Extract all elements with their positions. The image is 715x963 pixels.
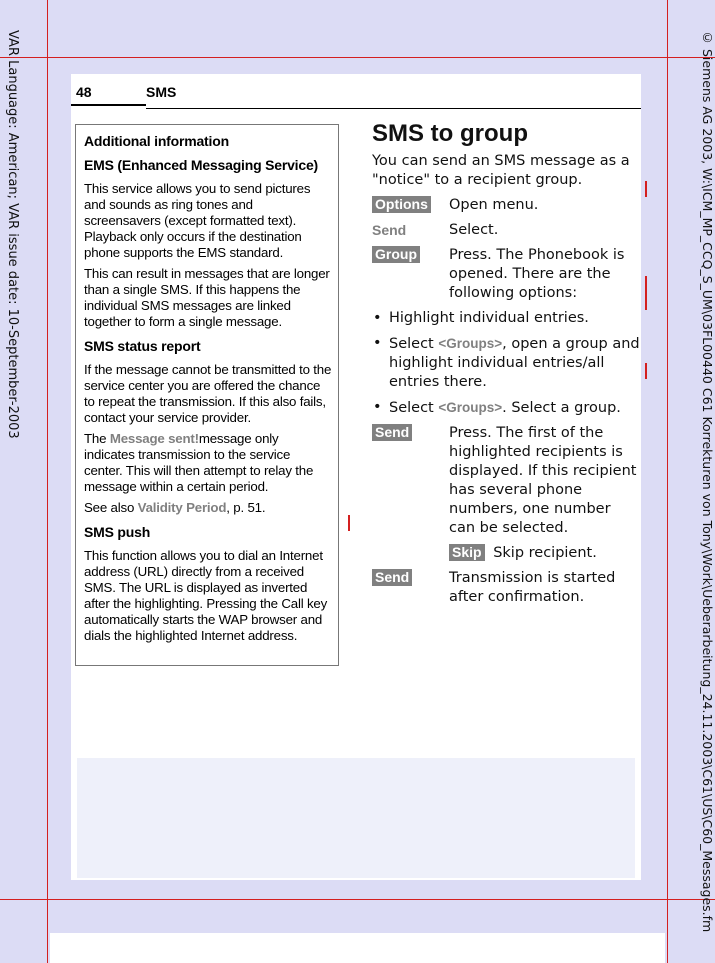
step-send-press-text: Press. The first of the highlighted recipients is displayed. If this recipient has several phone numbers, one number can be selected. [449, 425, 637, 536]
step-send-confirm-text: Transmission is started after confirmation. [449, 570, 616, 605]
step-group [372, 246, 640, 303]
document-page [71, 74, 641, 880]
header-rule-thick [71, 104, 146, 106]
bullet-3-pre: Select [389, 400, 439, 416]
status-p2-post: message only indicates transmission to the service center. This will then attempt to relay the message within a certain period. [84, 431, 314, 494]
bullet-2-post: , open a group and highlight individual entries/all entries there. [389, 336, 640, 390]
see-also-post: , p. 51. [226, 500, 266, 515]
bullet-item-3 [372, 398, 640, 418]
bullet-1-text: Highlight individual entries. [389, 310, 589, 326]
step-options-text: Open menu. [449, 197, 539, 213]
ems-paragraph-2: This can result in messages that are longer than a single SMS. If this happens the individual SMS messages are linked together to form a single message. [84, 266, 330, 329]
status-report-heading: SMS status report [84, 338, 201, 354]
see-also-pre: See also [84, 500, 138, 515]
info-box-title: Additional information [84, 133, 229, 149]
bullet-3-post: . Select a group. [502, 400, 621, 416]
skip-text: Skip recipient. [493, 545, 597, 561]
next-page-edge [50, 933, 665, 963]
crop-line-bottom [0, 899, 715, 900]
bullet-dot: • [373, 310, 382, 326]
bullet-item-1 [372, 309, 640, 328]
send-softkey[interactable]: Send [372, 569, 412, 586]
push-paragraph: This function allows you to dial an Internet address (URL) directly from a received SMS. The URL is displayed as inverted after the highlighting. Pressing the Call key automatically starts the WAP browser and dials the highlighted Internet address. [84, 548, 328, 643]
step-options [372, 196, 640, 215]
ems-paragraph-1: This service allows you to send pictures and sounds as ring tones and screensavers (except formatted text). Playback only occurs if the destination phone supports the EMS standard. [84, 181, 311, 260]
page-number: 48 [76, 84, 92, 100]
step-group-text: Press. The Phonebook is opened. There are the following options: [449, 247, 625, 301]
side-info-right: © Siemens AG 2003, W:\ICM_MP_CCQ_S_UM\03FL00440 C61 Korrekturen von Tony\Work\Ueberarbeitung_24.11.2003\C61\US\C60_Messages.fm [700, 30, 715, 933]
additional-info-box [75, 124, 339, 666]
change-bar [645, 181, 647, 197]
intro-text: You can send an SMS message as a "notice" to a recipient group. [372, 153, 630, 188]
change-bar [645, 363, 647, 379]
group-softkey[interactable]: Group [372, 246, 420, 263]
step-send-select [372, 221, 640, 240]
main-title: SMS to group [372, 120, 528, 147]
send-menu-item[interactable]: Send [372, 222, 407, 238]
bullet-dot: • [373, 335, 382, 351]
footer-shaded-area [77, 758, 635, 878]
send-softkey[interactable]: Send [372, 424, 412, 441]
bullet-item-2 [372, 334, 640, 392]
section-title: SMS [146, 84, 177, 100]
options-softkey[interactable]: Options [372, 196, 431, 213]
status-paragraph-1: If the message cannot be transmitted to the service center you are offered the chance to repeat the transmission. If this also fails, contact your service provider. [84, 362, 332, 425]
step-send-confirm [372, 569, 640, 607]
skip-softkey[interactable]: Skip [449, 544, 485, 561]
status-p2-pre: The [84, 431, 110, 446]
step-send-press [372, 424, 640, 538]
step-skip [449, 544, 640, 563]
main-column [372, 120, 640, 607]
message-sent-term: Message sent! [109, 431, 199, 446]
side-info-left: VAR Language: American; VAR issue date: 10-September-2003 [5, 30, 20, 439]
see-also [84, 500, 332, 516]
crop-line-top [0, 57, 715, 58]
crop-line-right [667, 0, 668, 963]
change-bar [645, 276, 647, 310]
sms-push-heading: SMS push [84, 524, 151, 540]
change-bar [348, 515, 350, 531]
groups-option[interactable]: <Groups> [438, 400, 503, 415]
bullet-dot: • [373, 399, 382, 415]
bullet-2-pre: Select [389, 336, 439, 352]
ems-heading: EMS (Enhanced Messaging Service) [84, 157, 319, 173]
status-paragraph-2 [84, 431, 332, 495]
groups-option[interactable]: <Groups> [438, 336, 503, 351]
validity-period-link[interactable]: Validity Period [137, 500, 227, 515]
crop-line-left [47, 0, 48, 963]
step-send-select-text: Select. [449, 222, 499, 238]
header-rule-thin [146, 108, 641, 109]
